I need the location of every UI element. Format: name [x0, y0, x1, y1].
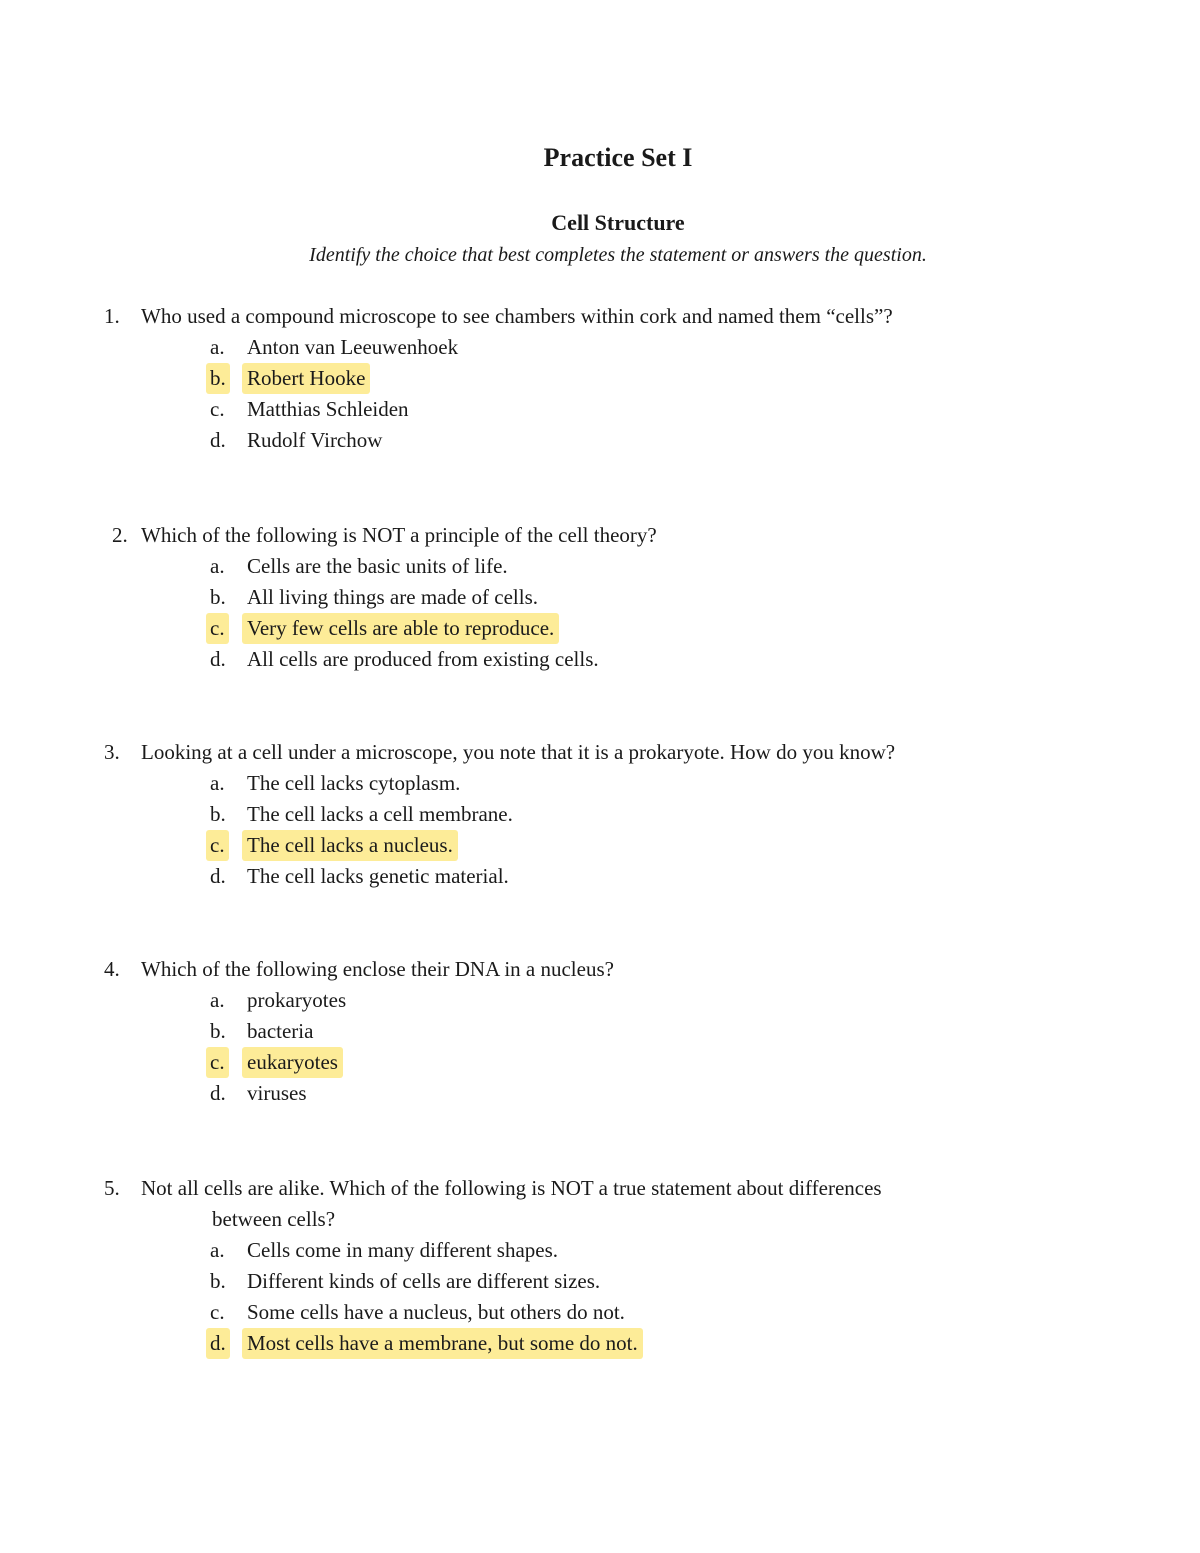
- question-number: 4.: [104, 957, 120, 981]
- choice-text: Most cells have a membrane, but some do not.: [242, 1328, 643, 1359]
- choice-letter: d.: [210, 428, 226, 452]
- choice-text: Anton van Leeuwenhoek: [247, 335, 459, 359]
- choice-d: [0, 1078, 1200, 1109]
- choice-a: [0, 551, 1200, 582]
- question-stem: [0, 520, 1200, 551]
- choice-a: [0, 985, 1200, 1016]
- choice-letter: b.: [206, 363, 230, 394]
- choice-letter: a.: [210, 335, 225, 359]
- choice-letter: c.: [210, 397, 225, 421]
- choice-d: [0, 861, 1200, 892]
- choice-letter: b.: [210, 585, 226, 609]
- choice-d: [0, 1328, 1200, 1359]
- question-text: Looking at a cell under a microscope, you note that it is a prokaryote. How do you know?: [141, 740, 896, 764]
- choice-text: All living things are made of cells.: [247, 585, 539, 609]
- choice-letter: d.: [210, 647, 226, 671]
- question-stem: [0, 954, 1200, 985]
- question-2: [0, 520, 1200, 675]
- choice-text: Robert Hooke: [242, 363, 370, 394]
- choice-a: [0, 332, 1200, 363]
- question-text: Who used a compound microscope to see chambers within cork and named them “cells”?: [141, 304, 893, 328]
- choice-c: [0, 830, 1200, 861]
- choice-letter: a.: [210, 554, 225, 578]
- choice-letter: b.: [210, 1269, 226, 1293]
- choice-letter: c.: [206, 613, 229, 644]
- choice-text: Different kinds of cells are different sizes.: [247, 1269, 601, 1293]
- question-number: 2.: [112, 523, 128, 547]
- choice-a: [0, 1235, 1200, 1266]
- choice-text: prokaryotes: [247, 988, 347, 1012]
- choice-letter: d.: [210, 864, 226, 888]
- choice-d: [0, 644, 1200, 675]
- choice-letter: d.: [210, 1081, 226, 1105]
- choice-letter: d.: [206, 1328, 230, 1359]
- choice-c: [0, 613, 1200, 644]
- choice-text: Matthias Schleiden: [247, 397, 409, 421]
- choice-text: Cells are the basic units of life.: [247, 554, 508, 578]
- choice-letter: b.: [210, 1019, 226, 1043]
- choice-text: viruses: [247, 1081, 307, 1105]
- choice-b: [0, 582, 1200, 613]
- choice-letter: c.: [210, 1300, 225, 1324]
- choice-text: The cell lacks cytoplasm.: [247, 771, 461, 795]
- choice-text: Some cells have a nucleus, but others do not.: [247, 1300, 625, 1324]
- choice-c: [0, 1047, 1200, 1078]
- choice-letter: b.: [210, 802, 226, 826]
- choice-d: [0, 425, 1200, 456]
- choice-letter: a.: [210, 988, 225, 1012]
- question-text: Not all cells are alike. Which of the following is NOT a true statement about differences: [141, 1176, 882, 1200]
- choice-b: [0, 363, 1200, 394]
- question-1: [0, 301, 1200, 456]
- question-text-continued: between cells?: [212, 1207, 336, 1231]
- question-5: [0, 1173, 1200, 1359]
- question-stem-continued: [0, 1204, 1200, 1235]
- choice-c: [0, 394, 1200, 425]
- question-text: Which of the following enclose their DNA in a nucleus?: [141, 957, 614, 981]
- choice-text: The cell lacks genetic material.: [247, 864, 509, 888]
- question-stem: [0, 1173, 1200, 1204]
- choice-letter: c.: [206, 1047, 229, 1078]
- page-title: Practice Set I: [543, 143, 693, 172]
- question-stem: [0, 737, 1200, 768]
- choice-a: [0, 768, 1200, 799]
- choice-text: Rudolf Virchow: [247, 428, 383, 452]
- choice-text: The cell lacks a nucleus.: [242, 830, 458, 861]
- choice-letter: a.: [210, 771, 225, 795]
- choice-c: [0, 1297, 1200, 1328]
- question-number: 5.: [104, 1176, 120, 1200]
- choice-letter: c.: [206, 830, 229, 861]
- choice-b: [0, 1266, 1200, 1297]
- choice-text: bacteria: [247, 1019, 314, 1043]
- question-3: [0, 737, 1200, 892]
- question-number: 1.: [104, 304, 120, 328]
- question-text: Which of the following is NOT a principle of the cell theory?: [141, 523, 657, 547]
- choice-text: All cells are produced from existing cells.: [247, 647, 599, 671]
- choice-text: eukaryotes: [242, 1047, 343, 1078]
- choice-text: The cell lacks a cell membrane.: [247, 802, 513, 826]
- question-4: [0, 954, 1200, 1109]
- instructions-text: Identify the choice that best completes the statement or answers the question.: [309, 244, 927, 266]
- choice-letter: a.: [210, 1238, 225, 1262]
- choice-b: [0, 1016, 1200, 1047]
- choice-text: Very few cells are able to reproduce.: [242, 613, 559, 644]
- question-number: 3.: [104, 740, 120, 764]
- section-heading: Cell Structure: [551, 210, 685, 235]
- question-stem: [0, 301, 1200, 332]
- choice-text: Cells come in many different shapes.: [247, 1238, 559, 1262]
- choice-b: [0, 799, 1200, 830]
